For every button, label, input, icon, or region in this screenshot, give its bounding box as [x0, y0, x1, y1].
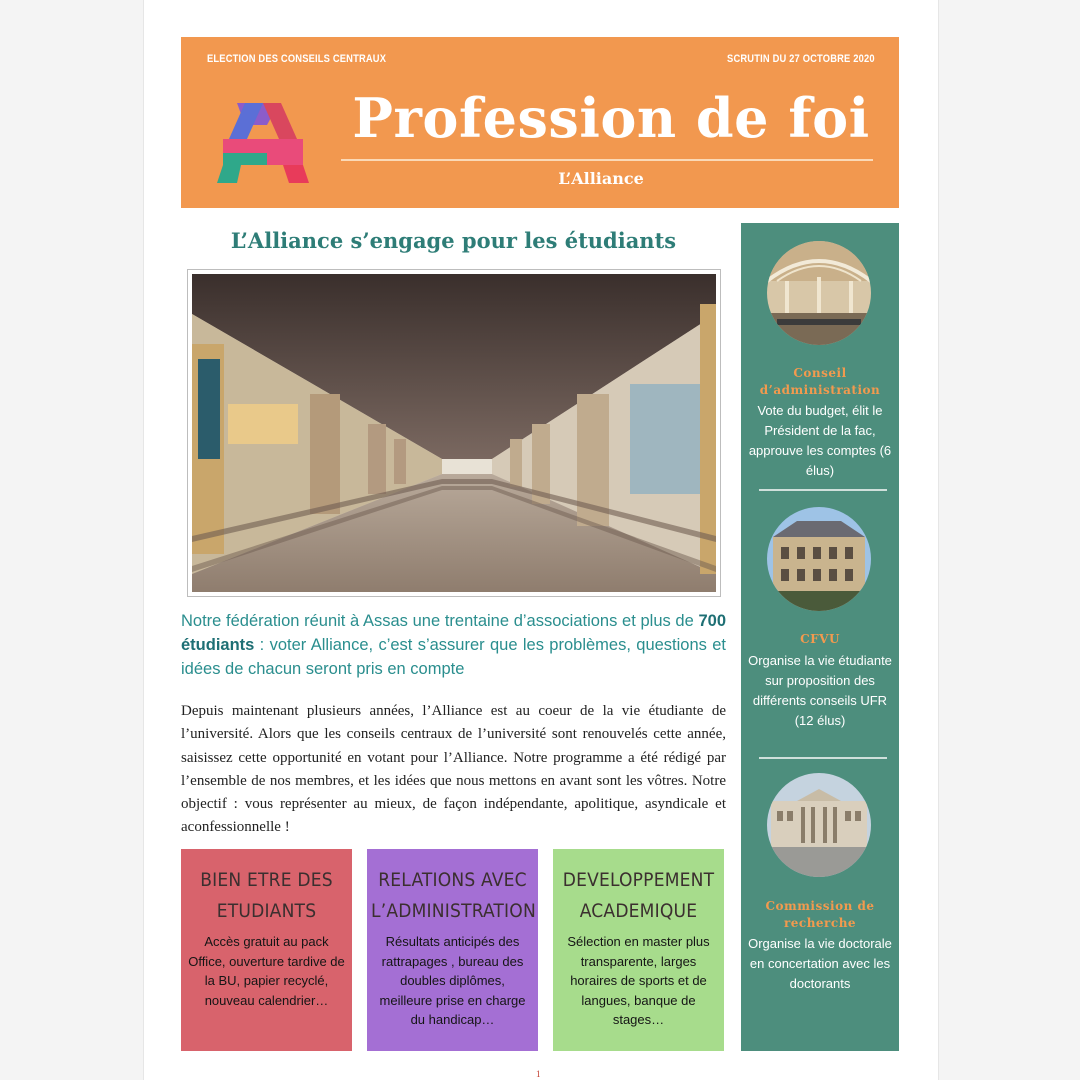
sidebar-text: Vote du budget, élit le Président de la fac, approuve les comptes (6 élus)	[748, 403, 892, 478]
box-title	[185, 865, 348, 927]
header-banner	[181, 37, 899, 208]
sidebar-text: Organise la vie doctorale en concertation avec les doctorants	[748, 936, 892, 991]
box-text: Sélection en master plus transparente, larges horaires de sports et de langues, banque de stages…	[567, 934, 710, 1027]
headline: L’Alliance s’engage pour les étudiants	[230, 228, 677, 253]
title-divider	[341, 159, 873, 161]
alliance-logo-icon	[217, 95, 309, 187]
box-relations-administration	[367, 849, 538, 1051]
box-title	[371, 865, 534, 927]
page-title: Profession de foi	[352, 86, 870, 150]
box-title-line: L’ADMINISTRATION	[371, 900, 536, 922]
organization-name: L’Alliance	[558, 169, 644, 188]
box-text: Résultats anticipés des rattrapages , bureau des doubles diplômes, meilleure prise en charge du handicap…	[379, 934, 526, 1027]
university-hall-photo	[192, 274, 716, 592]
sidebar-divider	[759, 757, 887, 759]
pantheon-faculty-photo	[767, 773, 871, 877]
page-number: 1	[536, 1069, 541, 1079]
box-title-line: ETUDIANTS	[216, 900, 317, 922]
box-title-line: BIEN ETRE DES	[200, 869, 333, 891]
box-title-line: RELATIONS AVEC	[378, 869, 527, 891]
sidebar-text: Organise la vie étudiante sur proposition des différents conseils UFR (12 élus)	[748, 653, 892, 728]
university-building-photo	[767, 507, 871, 611]
library-photo	[767, 241, 871, 345]
intro-text-end: : voter Alliance, c’est s’assurer que les problèmes, questions et idées de chacun seront pris en compte	[181, 636, 726, 678]
box-title-line: DEVELOPPEMENT	[562, 869, 715, 891]
council-sidebar	[741, 223, 899, 1051]
box-bien-etre	[181, 849, 352, 1051]
box-developpement-academique	[553, 849, 724, 1051]
students-count: 700 étudiants	[181, 612, 726, 654]
sidebar-title: Conseil d’administration	[759, 366, 881, 397]
body-paragraph: Depuis maintenant plusieurs années, l’Alliance est au coeur de la vie étudiante de l’université. Alors que les conseils centraux de l’université sont renouvelés cette année, saisissez cette opportunité en votant pour l’Alliance. Notre programme a été rédigé par l’ensemble de nos membres, et les idées que nous mettons en avant sont les vôtres. Notre objectif : vous représenter au mieux, de façon indépendante, apolitique, asyndicale et aconfessionnelle !	[181, 703, 726, 836]
hall-photo-frame	[187, 269, 721, 597]
sidebar-title: CFVU	[800, 632, 840, 646]
intro-paragraph	[181, 609, 726, 681]
date-label: SCRUTIN DU 27 OCTOBRE 2020	[727, 53, 875, 65]
box-title-line: ACADEMIQUE	[579, 900, 698, 922]
sidebar-divider	[759, 489, 887, 491]
intro-text-start: Notre fédération réunit à Assas une trentaine d’associations et plus de	[181, 612, 699, 630]
election-label: ELECTION DES CONSEILS CENTRAUX	[207, 53, 387, 65]
sidebar-title: Commission de recherche	[765, 899, 875, 930]
box-text: Accès gratuit au pack Office, ouverture tardive de la BU, papier recyclé, nouveau calendrier…	[188, 934, 345, 1008]
box-title	[557, 865, 720, 927]
